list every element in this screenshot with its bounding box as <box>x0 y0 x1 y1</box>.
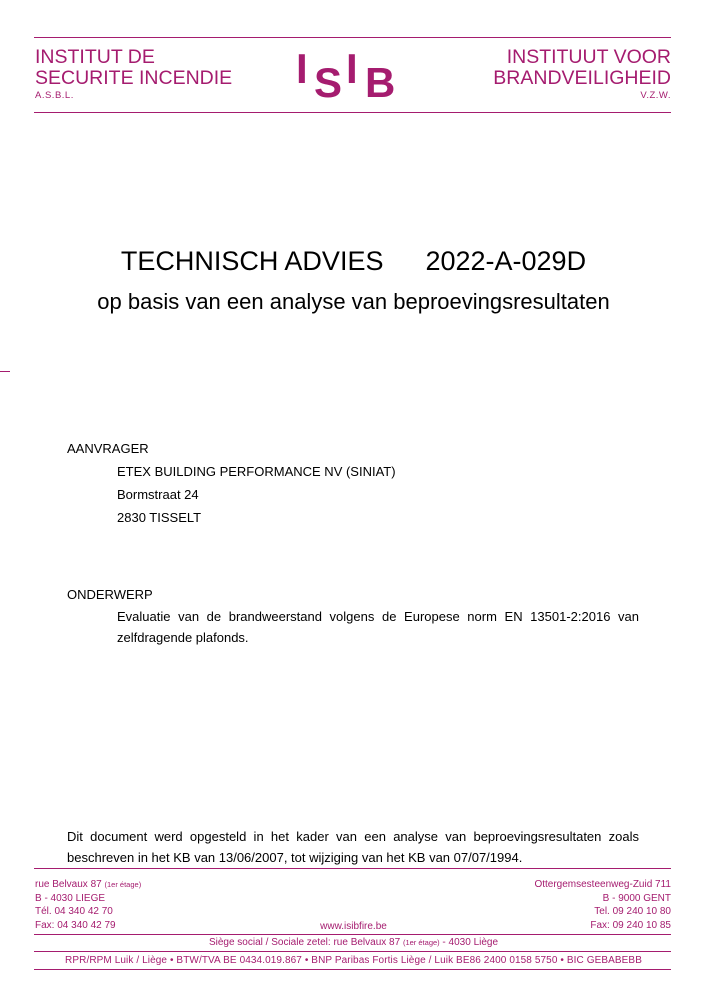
footer-left-city: B - 4030 LIEGE <box>35 892 106 904</box>
header-right-block <box>493 47 671 103</box>
applicant-city: 2830 TISSELT <box>117 510 202 525</box>
footer-right-street: Ottergemsesteenweg-Zuid 711 <box>534 879 671 890</box>
footer-seat-prefix: Siège social / Sociale zetel: rue Belvaux 87 <box>208 937 401 948</box>
applicant-company: ETEX BUILDING PERFORMANCE NV (SINIAT) <box>117 464 396 479</box>
footer-left-floor: (1er étage) <box>104 880 142 889</box>
header-left-block <box>35 47 232 103</box>
title-number: 2022-A-029D <box>425 246 587 276</box>
footer-right-city: B - 9000 GENT <box>602 892 671 904</box>
footer-registered-office <box>0 937 707 948</box>
footer-seat-rule <box>34 934 671 935</box>
header-right-line1: INSTITUUT VOOR <box>506 46 671 68</box>
footer-left-tel: Tél. 04 340 42 70 <box>35 906 113 917</box>
subject-text: Evaluatie van de brandweerstand volgens de Europese norm EN 13501-2:2016 van zelfdragende plafonds. <box>117 609 639 645</box>
header-left-line2: SECURITE INCENDIE <box>35 67 233 89</box>
footer-right-tel: Tel. 09 240 10 80 <box>594 906 671 917</box>
header-bottom-rule <box>34 112 671 113</box>
header-left-sub: A.S.B.L. <box>35 90 74 101</box>
applicant-label: AANVRAGER <box>67 441 149 456</box>
footer-reg-rule <box>34 951 671 952</box>
header-right-line2: BRANDVEILIGHEID <box>493 67 671 89</box>
footer-bottom-rule <box>34 969 671 970</box>
subject-label: ONDERWERP <box>67 587 153 602</box>
footer-left-street: rue Belvaux 87 <box>35 879 102 890</box>
footer-right-fax: Fax: 09 240 10 85 <box>590 919 671 931</box>
document-subtitle: op basis van een analyse van beproevingsresultaten <box>97 289 610 314</box>
isib-logo: I S I B <box>296 45 396 106</box>
header-top-rule <box>34 37 671 38</box>
applicant-street: Bormstraat 24 <box>117 487 199 502</box>
header-left-line1: INSTITUT DE <box>35 46 155 68</box>
legal-note: Dit document werd opgesteld in het kader van een analyse van beproevingsresultaten zoals beschreven in het KB van 13/06/2007, tot wijziging van het KB van 07/07/1994. <box>67 829 639 865</box>
footer-seat-floor: (1er étage) <box>402 938 440 947</box>
header-right-sub: V.Z.W. <box>640 90 671 101</box>
title-main: TECHNISCH ADVIES <box>120 246 384 276</box>
footer-top-rule <box>34 868 671 869</box>
document-title <box>0 244 707 278</box>
footer-seat-suffix: - 4030 Liège <box>439 937 499 948</box>
margin-mark <box>0 371 10 372</box>
footer-left-fax: Fax: 04 340 42 79 <box>35 919 116 931</box>
footer-registration: RPR/RPM Luik / Liège • BTW/TVA BE 0434.019.867 • BNP Paribas Fortis Liège / Luik BE86 2400 0158 5750 • BIC GEBABEBB <box>65 955 642 966</box>
footer-website-link[interactable]: www.isibfire.be <box>320 921 387 932</box>
